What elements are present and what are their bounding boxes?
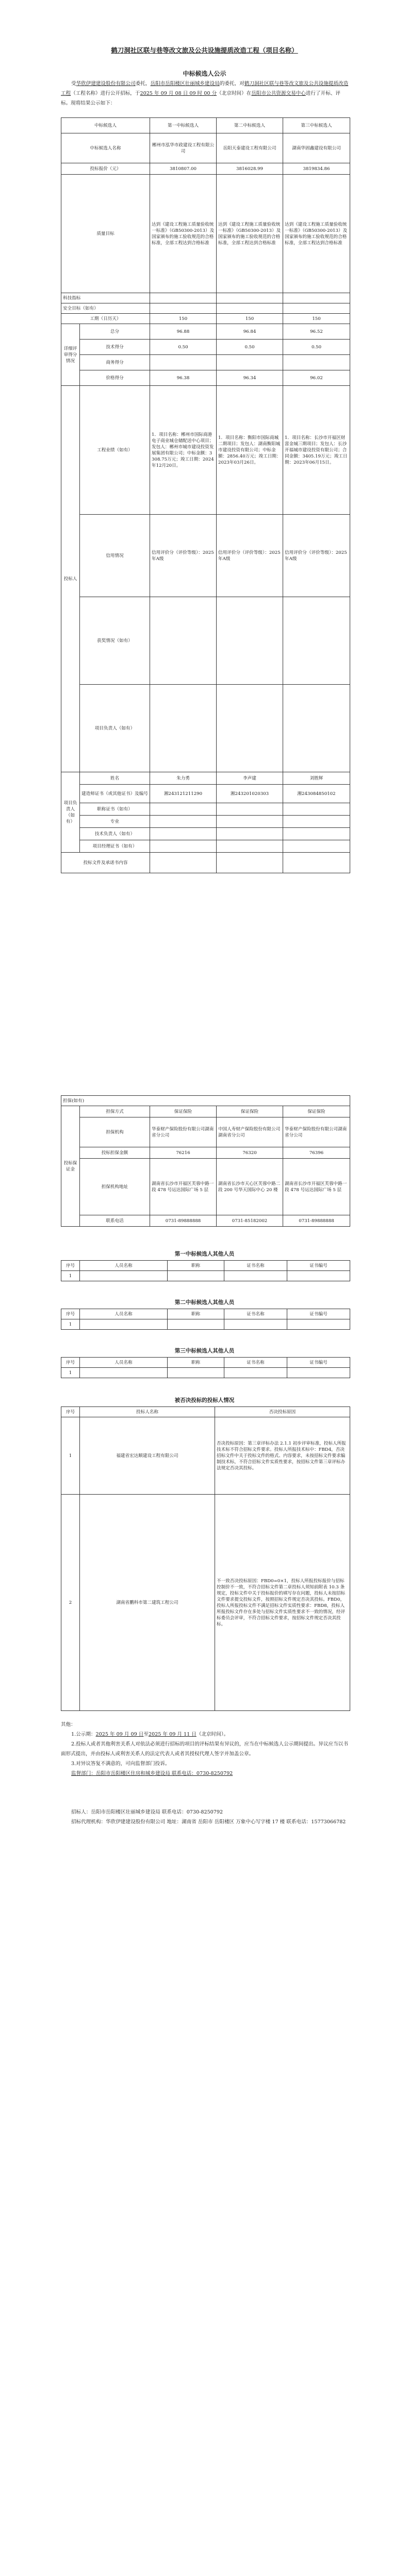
- cell: 郴州市泓华市政建设工程有限公司: [150, 133, 217, 163]
- cell: 湖南华固鑫建设有限公司: [283, 133, 350, 163]
- cell: 1: [61, 1271, 80, 1281]
- footer-supervise: 监督部门：岳阳市岳阳楼区住房和城乡建设局 联系电话：0730-8250792: [71, 1771, 233, 1776]
- cell: [217, 803, 283, 816]
- cell: 华泰财产保险股份有限公司湖南省分公司: [283, 1117, 350, 1147]
- cell: 1: [61, 1368, 80, 1378]
- cell: [283, 293, 350, 303]
- cell: 湖南省长沙市开福区芙蓉中路一段 478 号运达国际广场 5 层: [283, 1159, 350, 1215]
- cell: 湖南省长沙市天心区芙蓉中路二段 200 号华天国际中心 20 楼: [217, 1159, 283, 1215]
- row-label: 专业: [80, 816, 150, 828]
- cell: [287, 1368, 350, 1378]
- cell: [224, 1368, 287, 1378]
- cell: 华泰财产保险股份有限公司湖南省分公司: [150, 1117, 217, 1147]
- footer-complaint: 3.对异议答复不满意的，可向监督部门投诉。: [71, 1761, 170, 1767]
- cell: 刘胜辉: [283, 772, 350, 785]
- row-label: 投标文件及承诺书内容: [61, 853, 150, 873]
- agent-name: 华欣伊建建设股份有限公司: [76, 81, 136, 87]
- notes-label: 其他：: [61, 1722, 76, 1727]
- footer-date: 2025 年 09 月 09 日: [95, 1732, 144, 1737]
- row-label: 商务得分: [80, 355, 150, 370]
- row-label: 投标担保金额: [80, 1147, 150, 1159]
- cell: [150, 685, 217, 772]
- head-label: 中标候选人: [61, 118, 150, 133]
- intro-text: 受: [71, 81, 76, 87]
- intro-text: （工程名称）进行公开招标，于: [71, 91, 140, 96]
- cell: [150, 803, 217, 816]
- cell: 0.50: [217, 340, 283, 355]
- col-header: 投标人名称: [80, 1407, 215, 1417]
- cell: [217, 840, 283, 853]
- cell: 保证保险: [150, 1106, 217, 1117]
- row-label: 中标候选人名称: [61, 133, 150, 163]
- cell: [283, 597, 350, 685]
- cell: 湘243084850102: [283, 785, 350, 803]
- col-header: 序号: [61, 1261, 80, 1271]
- cell: 福建省宏达顺建设工程有限公司: [80, 1417, 215, 1495]
- cell: 达到《建设工程施工质量验收统一标准》（GB50300-2013）及国家颁布的施工验收规范的合格标准，全部工程达到合格标准: [283, 175, 350, 293]
- cell: 李声建: [217, 772, 283, 785]
- cell: 0731-85182002: [217, 1215, 283, 1227]
- col-header: 人员名称: [80, 1358, 168, 1368]
- agency-contact: 招标代理机构：华欣伊建建设股份有限公司 地址：湖南省 岳阳市 岳阳楼区 万象中心写字楼 17 楼 联系电话：15773066782: [71, 1819, 346, 1825]
- cell: [150, 293, 217, 303]
- cell: [287, 1319, 350, 1330]
- col-header: 序号: [61, 1309, 80, 1319]
- staff-table-second: [61, 1309, 350, 1330]
- intro-text: 的委托，对: [219, 81, 244, 87]
- row-label: 信用情况: [80, 515, 150, 597]
- row-label: 总分: [80, 324, 150, 340]
- staff-table-first: [61, 1260, 350, 1281]
- section-heading-third: 第三中标候选人其他人员: [174, 1348, 235, 1354]
- cell: [168, 1271, 224, 1281]
- document-title: 鹤刀洞社区联与巷等改文旅及公共设施提质改造工程（项目名称）: [111, 46, 298, 54]
- publicity-period: [61, 1730, 350, 1739]
- rejected-table: [61, 1406, 350, 1711]
- cell: [150, 303, 217, 314]
- cell: 0.50: [283, 340, 350, 355]
- open-date: 2025 年 09 月 08 日 09 时 00 分: [140, 91, 217, 96]
- row-label: 联系电话: [80, 1215, 150, 1227]
- cell: [80, 1271, 168, 1281]
- cell: 76396: [283, 1147, 350, 1159]
- candidate-col-3: 第三中标候选人: [283, 118, 350, 133]
- section-heading-first: 第一中标候选人其他人员: [174, 1251, 235, 1257]
- cell: [150, 853, 217, 873]
- cell: [283, 816, 350, 828]
- cell: 76320: [217, 1147, 283, 1159]
- table-row: [61, 1417, 350, 1495]
- cell: 否决投标原因：第三章评标办法 2.1.1 初步评审标准，投标人所报技术标不符合招标文件要求。投标人所报技术标中：FBD4，否决招标文件中关于投标文件的格式、内容要求，未按招标文件要求编制技术标，不符合招标文件实质性要求，按招标文件第三章评标办法规定否决其投标。: [215, 1417, 350, 1495]
- cell: [80, 1319, 168, 1330]
- cell: 150: [217, 314, 283, 324]
- intro-text: 进行了开标、评标。现将结果公示如下：: [61, 91, 341, 106]
- row-label: 工期（日历天）: [61, 314, 150, 324]
- cell: [224, 1319, 287, 1330]
- cell: 朱力勇: [150, 772, 217, 785]
- intro-text: （北京时间）在: [217, 91, 252, 96]
- col-header: 职称: [168, 1358, 224, 1368]
- row-label: 项目经理证书（如有）: [80, 840, 150, 853]
- project-name: 鹤刀洞社区联与巷等改文旅及公共设施提质改造工程: [61, 81, 349, 96]
- cell: [283, 853, 350, 873]
- cell: 保证保险: [217, 1106, 283, 1117]
- score-group-label: 详细评审得分情况: [61, 324, 80, 386]
- tenderer-contact: 招标人：岳阳市岳阳楼区壮丽城乡建设局 联系电话：0730-8250792: [71, 1809, 223, 1815]
- cell: 76216: [150, 1147, 217, 1159]
- row-label: 科技指标: [61, 293, 150, 303]
- col-header: 序号: [61, 1358, 80, 1368]
- table-row: [61, 1368, 350, 1378]
- guarantee-table: [61, 1095, 350, 1227]
- row-label: 安全目标（如有）: [61, 303, 150, 314]
- cell: 150: [283, 314, 350, 324]
- cell: [168, 1368, 224, 1378]
- cell: [217, 853, 283, 873]
- cell: [283, 355, 350, 370]
- col-header: 否决投标原因: [215, 1407, 350, 1417]
- cell: 3810807.00: [150, 163, 217, 175]
- col-header: 人员名称: [80, 1309, 168, 1319]
- cell: 0731-89888888: [150, 1215, 217, 1227]
- cell: 150: [150, 314, 217, 324]
- row-label: 技术负责人（如有）: [80, 828, 150, 840]
- cell: [217, 355, 283, 370]
- col-header: 证书编号: [287, 1261, 350, 1271]
- cell: [224, 1271, 287, 1281]
- row-label: 获奖情况（如有）: [80, 597, 150, 685]
- candidate-table: [61, 117, 350, 873]
- cell: 湖南省长沙市开福区芙蓉中路一段 478 号运达国际广场 5 层: [150, 1159, 217, 1215]
- cell: [283, 840, 350, 853]
- cell: 1．项目名称：长沙市开福区财富金城三期项目；发包人：长沙开福城市建设投资有限公司；合同金额：3405.19万元；竣工日期：2023年06月15日。: [283, 386, 350, 515]
- guarantee-head: 担保(如有): [61, 1096, 350, 1106]
- col-header: 证书名称: [224, 1358, 287, 1368]
- cell: 信用评价分（评价等级）：2025年A级: [217, 515, 283, 597]
- footer-text: （北京时间）。: [196, 1732, 229, 1737]
- section-heading-second: 第二中标候选人其他人员: [174, 1299, 235, 1306]
- cell: 96.38: [150, 370, 217, 386]
- cell: [150, 840, 217, 853]
- candidate-col-2: 第二中标候选人: [217, 118, 283, 133]
- cell: [283, 828, 350, 840]
- col-header: 人员名称: [80, 1261, 168, 1271]
- cell: 中国人寿财产保险股份有限公司湖南省分公司: [217, 1117, 283, 1147]
- cell: 3816028.99: [217, 163, 283, 175]
- col-header: 职称: [168, 1309, 224, 1319]
- section-heading-rejected: 被否决投标的投标人情况: [174, 1397, 235, 1403]
- cell: 96.52: [283, 324, 350, 340]
- cell: [283, 803, 350, 816]
- col-header: 证书名称: [224, 1309, 287, 1319]
- row-label: 担保机构地址: [80, 1159, 150, 1215]
- cell: 96.34: [217, 370, 283, 386]
- cell: [217, 828, 283, 840]
- row-label: 投标报价（元）: [61, 163, 150, 175]
- row-label: 担保机构: [80, 1117, 150, 1147]
- cell: 1．项目名称：郴州市国际商港电子商业城仓储配送中心项目；发包人：郴州市城市建设投资发展集团有限公司；中标金额：3308.75万元；竣工日期：2024年12月20日。: [150, 386, 217, 515]
- cell: 96.02: [283, 370, 350, 386]
- cell: [80, 1368, 168, 1378]
- col-header: 职称: [168, 1261, 224, 1271]
- cell: 湘243201020303: [217, 785, 283, 803]
- guarantee-side-label: 投标保证金: [61, 1106, 80, 1227]
- table-row: [61, 1319, 350, 1330]
- cell: [217, 293, 283, 303]
- row-label: 职称证书（如有）: [80, 803, 150, 816]
- cell: 湘243121211290: [150, 785, 217, 803]
- pm-group-label: 项目负责人（如有）: [61, 772, 80, 853]
- table-row: [61, 1271, 350, 1281]
- candidate-col-1: 第一中标候选人: [150, 118, 217, 133]
- row-label: 质量目标: [61, 175, 150, 293]
- footer-date: 2025 年 09 月 11 日: [149, 1732, 197, 1737]
- cell: 1．项目名称：衡阳市国际商城二期项目；发包人：湖南衡阳城市建设投资有限公司；中标金额：2856.40万元；竣工日期：2023年03月26日。: [217, 386, 283, 515]
- cell: 不一致否决投标原因：FBD0=0×1，投标人所报投标报价与招标控制价不一致，不符合招标文件第二章投标人须知前附表 10.3 条规定，投标文件中关于投标报价的填写存在问题，投标人未按招标文件要求提交投标文件，按照招标文件规定否决其投标。FBD0，投标人所报投标文件不满足招标文件实质性要求：FBD8，投标人所报投标文件存在多处与招标文件实质性要求不一致的情况，经评标委员会评审，不符合招标文件要求，按招标文件规定否决其投标。: [215, 1495, 350, 1711]
- cell: 96.88: [150, 324, 217, 340]
- cell: [150, 597, 217, 685]
- cell: 保证保险: [283, 1106, 350, 1117]
- col-header: 证书名称: [224, 1261, 287, 1271]
- row-label: 担保方式: [80, 1106, 150, 1117]
- row-label: 技术得分: [80, 340, 150, 355]
- cell: [287, 1271, 350, 1281]
- col-header: 证书编号: [287, 1309, 350, 1319]
- footer-text: 至: [143, 1732, 149, 1737]
- cell: 2: [61, 1495, 80, 1711]
- cell: [150, 355, 217, 370]
- intro-text: 委托，: [135, 81, 151, 87]
- cell: [150, 828, 217, 840]
- cell: 湖南省鹏科市第二建筑工程公司: [80, 1495, 215, 1711]
- cell: 0.50: [150, 340, 217, 355]
- row-label: 项目负责人（如有）: [80, 685, 150, 772]
- cell: [217, 597, 283, 685]
- document-subtitle: 中标候选人公示: [183, 70, 226, 77]
- cell: [217, 685, 283, 772]
- cell: 3819834.86: [283, 163, 350, 175]
- cell: [150, 816, 217, 828]
- cell: 信用评价分（评价等级）：2025年A级: [283, 515, 350, 597]
- staff-table-third: [61, 1357, 350, 1378]
- cell: 达到《建设工程施工质量验收统一标准》（GB50300-2013）及国家颁布的施工验收规范的合格标准，全部工程达到合格标准: [150, 175, 217, 293]
- cell: 1: [61, 1319, 80, 1330]
- venue: 岳阳市公共资源交易中心: [251, 91, 306, 96]
- col-header: 证书编号: [287, 1358, 350, 1368]
- cell: 1: [61, 1417, 80, 1495]
- row-label: 姓名: [80, 772, 150, 785]
- cell: [283, 685, 350, 772]
- row-label: 工程业绩（如有）: [80, 386, 150, 515]
- cell: 岳阳天泰建设工程有限公司: [217, 133, 283, 163]
- table-row: [61, 1495, 350, 1711]
- intro-paragraph: [61, 79, 349, 108]
- row-label: 建造师证书（或其他证书）及编号: [80, 785, 150, 803]
- cell: [283, 303, 350, 314]
- bidder-group-label: 投标人: [61, 386, 80, 772]
- footer-notes: [61, 1720, 350, 1778]
- footer-objection: 2.投标人或者其他利害关系人对依法必须进行招标的项目的评标结果有异议的，应当在中标候选人公示期间提出。异议应当以书面形式提出，并由投标人或利害关系人的法定代表人或者其授权代理人签字并加盖公章。: [61, 1741, 348, 1757]
- owner-name: 岳阳市岳阳楼区壮丽城乡建设局: [150, 81, 220, 87]
- contact-block: [61, 1807, 350, 1827]
- cell: 达到《建设工程施工质量验收统一标准》（GB50300-2013）及国家颁布的施工验收规范的合格标准，全部工程达到合格标准: [217, 175, 283, 293]
- footer-text: 1.公示期：: [71, 1732, 96, 1737]
- cell: [217, 816, 283, 828]
- cell: 96.84: [217, 324, 283, 340]
- cell: 信用评价分（评价等级）：2025年A级: [150, 515, 217, 597]
- cell: [168, 1319, 224, 1330]
- cell: [217, 303, 283, 314]
- row-label: 价格得分: [80, 370, 150, 386]
- col-header: 序号: [61, 1407, 80, 1417]
- cell: 0731-89888888: [283, 1215, 350, 1227]
